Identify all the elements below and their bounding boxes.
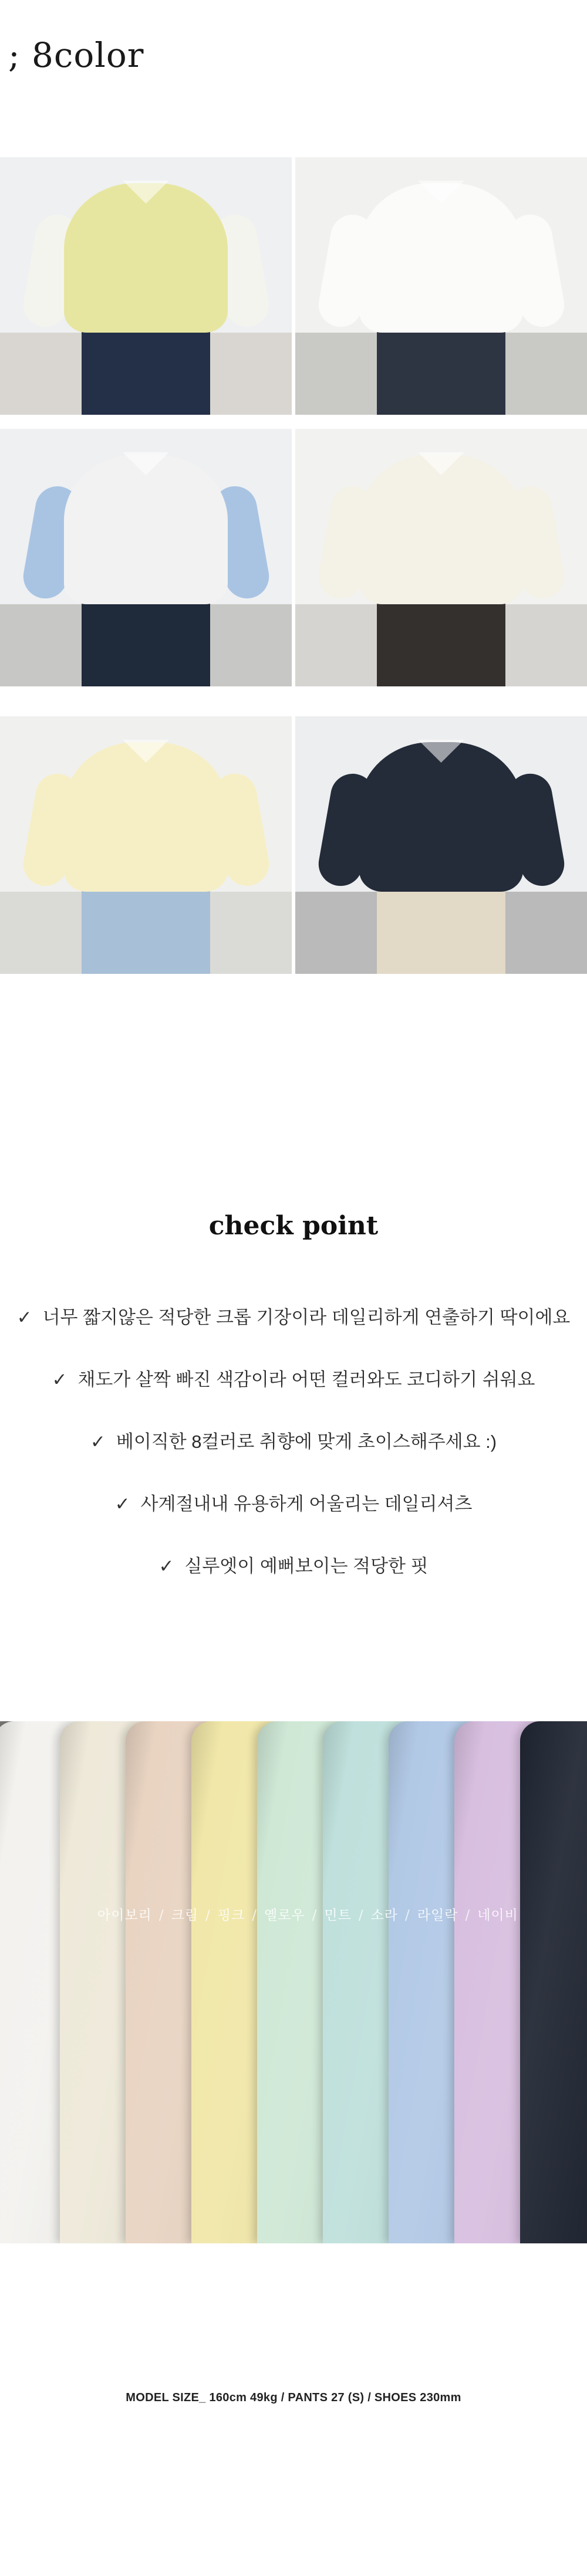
product-photo [295, 716, 587, 974]
check-point-item [0, 1430, 587, 1492]
color-name-separator: / [252, 1908, 257, 1923]
check-point-item [0, 1492, 587, 1555]
color-name-label: 민트 [324, 1908, 352, 1923]
check-point-item [0, 1306, 587, 1368]
color-name-label: 아이보리 [97, 1908, 152, 1923]
color-name-label: 소라 [370, 1908, 399, 1923]
model-size-info: MODEL SIZE_ 160cm 49kg / PANTS 27 (S) / SHOES 230mm [126, 2391, 461, 2404]
color-name-label: 크림 [171, 1908, 199, 1923]
check-point-list [0, 1306, 587, 1617]
outfit-bottom [377, 322, 505, 415]
product-photo [0, 429, 292, 686]
color-name-separator: / [312, 1908, 318, 1923]
outfit-bottom [82, 594, 210, 686]
check-icon: ✓ [16, 1307, 32, 1328]
check-point-text: 베이직한 8컬러로 취향에 맞게 초이스해주세요 :) [116, 1431, 497, 1452]
color-name-list [97, 1904, 518, 1924]
check-point-text: 실루엣이 예뻐보이는 적당한 핏 [184, 1556, 429, 1576]
check-point-text: 너무 짧지않은 적당한 크롭 기장이라 데일리하게 연출하기 딱이에요 [42, 1307, 571, 1328]
check-point-title: check point [208, 1211, 379, 1241]
outfit-bottom [377, 881, 505, 974]
page-heading: ; 8color [8, 35, 144, 75]
outfit-bottom [377, 594, 505, 686]
color-name-separator: / [158, 1908, 164, 1923]
color-name-separator: / [205, 1908, 211, 1923]
check-point-text: 사계절내내 유용하게 어울리는 데일리셔츠 [140, 1494, 473, 1514]
outfit-top [64, 183, 227, 333]
color-name-label: 라일락 [417, 1908, 458, 1923]
outfit-top [359, 183, 522, 333]
outfit-top [64, 455, 227, 604]
color-name-label: 옐로우 [264, 1908, 305, 1923]
product-photo [295, 157, 587, 415]
check-icon: ✓ [114, 1494, 130, 1515]
outfit-bottom [82, 881, 210, 974]
check-point-item [0, 1368, 587, 1430]
check-icon: ✓ [158, 1556, 174, 1577]
outfit-top [359, 742, 522, 892]
product-photo [0, 157, 292, 415]
check-point-text: 채도가 살짝 빠진 색감이라 어떤 컬러와도 코디하기 쉬워요 [77, 1369, 535, 1390]
color-swatch-photo [0, 1721, 587, 2243]
outfit-top [64, 742, 227, 892]
color-name-separator: / [465, 1908, 471, 1923]
outfit-top [359, 455, 522, 604]
color-name-label: 네이비 [477, 1908, 518, 1923]
outfit-bottom [82, 322, 210, 415]
color-name-separator: / [405, 1908, 410, 1923]
color-swatch-fold [520, 1721, 587, 2243]
color-name-separator: / [358, 1908, 364, 1923]
color-name-label: 핑크 [217, 1908, 245, 1923]
product-photo [0, 716, 292, 974]
check-icon: ✓ [90, 1431, 106, 1453]
product-photo [295, 429, 587, 686]
check-icon: ✓ [52, 1369, 68, 1390]
check-point-item [0, 1555, 587, 1617]
